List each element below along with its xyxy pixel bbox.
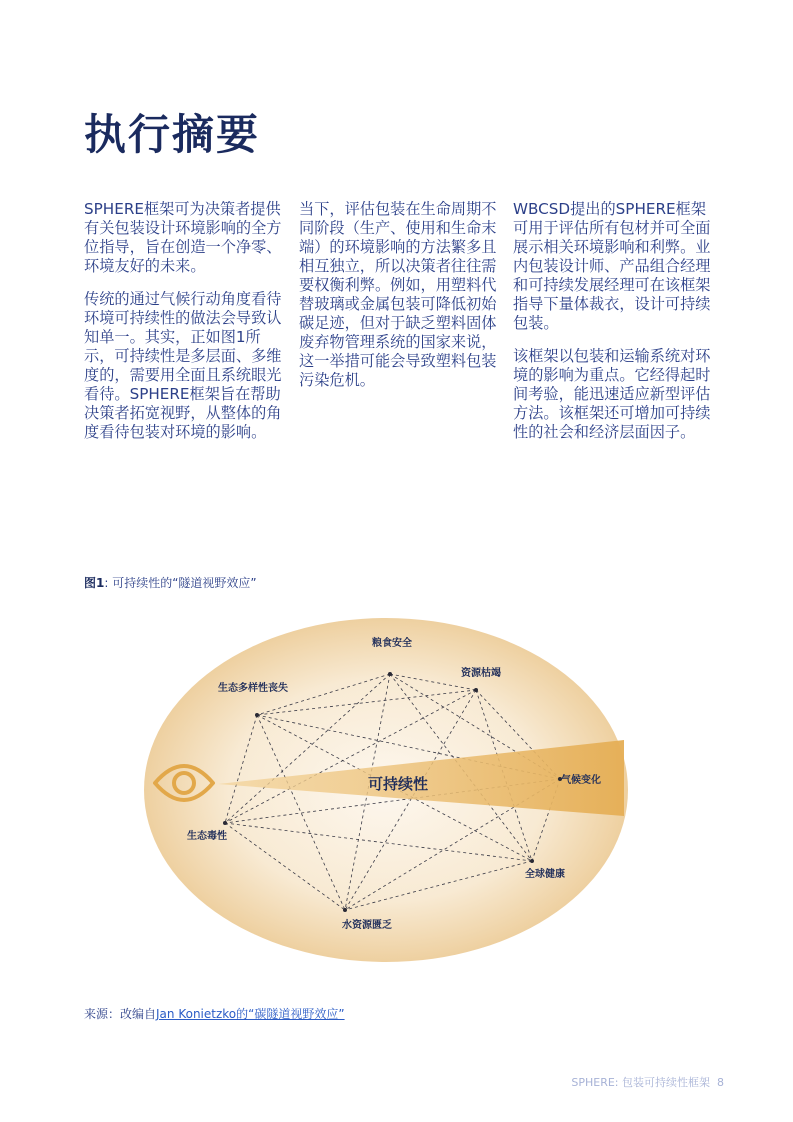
paragraph: WBCSD提出的SPHERE框架可用于评估所有包材并可全面展示相关环境影响和利弊。业内包装设计师、产品组合经理和可持续发展经理可在该框架指导下量体裁衣，设计可持续包装。 bbox=[513, 200, 711, 332]
source-prefix: 来源：改编自 bbox=[84, 1007, 157, 1021]
figure-number: 图1 bbox=[84, 576, 105, 590]
node-label-water-scarcity: 水资源匮乏 bbox=[342, 920, 392, 931]
paragraph: 当下，评估包装在生命周期不同阶段（生产、使用和生命末端）的环境影响的方法繁多且相互独立，所以决策者往往需要权衡利弊。例如，用塑料代替玻璃或金属包装可降低初始碳足迹，但对于缺乏塑料固体废弃物管理系统的国家来说，这一举措可能会导致塑料包装污染危机。 bbox=[299, 200, 497, 389]
node-label-climate-change: 气候变化 bbox=[561, 775, 601, 786]
page-footer bbox=[571, 1074, 724, 1090]
node-label-ecotoxicity: 生态毒性 bbox=[187, 831, 227, 842]
node-label-resource-depletion: 资源枯竭 bbox=[461, 668, 501, 679]
page-title: 执行摘要 bbox=[84, 110, 261, 159]
text-column-3 bbox=[513, 200, 711, 456]
tunnel-vision-diagram bbox=[140, 612, 640, 972]
figure-caption-text: : 可持续性的“隧道视野效应” bbox=[104, 576, 257, 590]
page-number: 8 bbox=[717, 1076, 724, 1089]
node-label-biodiversity-loss: 生态多样性丧失 bbox=[218, 683, 288, 694]
text-column-2 bbox=[299, 200, 497, 404]
source-link[interactable]: Jan Konietzko的“碳隧道视野效应” bbox=[156, 1007, 345, 1021]
paragraph: SPHERE框架可为决策者提供有关包装设计环境影响的全方位指导，旨在创造一个净零、环境友好的未来。 bbox=[84, 200, 282, 275]
diagram-svg bbox=[140, 612, 640, 972]
text-column-1 bbox=[84, 200, 282, 456]
source-note bbox=[84, 1005, 345, 1022]
figure-caption bbox=[84, 574, 257, 591]
center-label-sustainability: 可持续性 bbox=[367, 775, 429, 793]
paragraph: 传统的通过气候行动角度看待环境可持续性的做法会导致认知单一。其实，正如图1所示，可持续性是多层面、多维度的，需要用全面且系统眼光看待。SPHERE框架旨在帮助决策者拓宽视野，从整体的角度看待包装对环境的影响。 bbox=[84, 290, 282, 441]
node-label-food-security: 粮食安全 bbox=[372, 638, 412, 649]
node-label-global-health: 全球健康 bbox=[525, 869, 565, 880]
paragraph: 该框架以包装和运输系统对环境的影响为重点。它经得起时间考验，能迅速适应新型评估方法。该框架还可增加可持续性的社会和经济层面因子。 bbox=[513, 347, 711, 441]
footer-text: SPHERE: 包装可持续性框架 bbox=[571, 1076, 710, 1089]
